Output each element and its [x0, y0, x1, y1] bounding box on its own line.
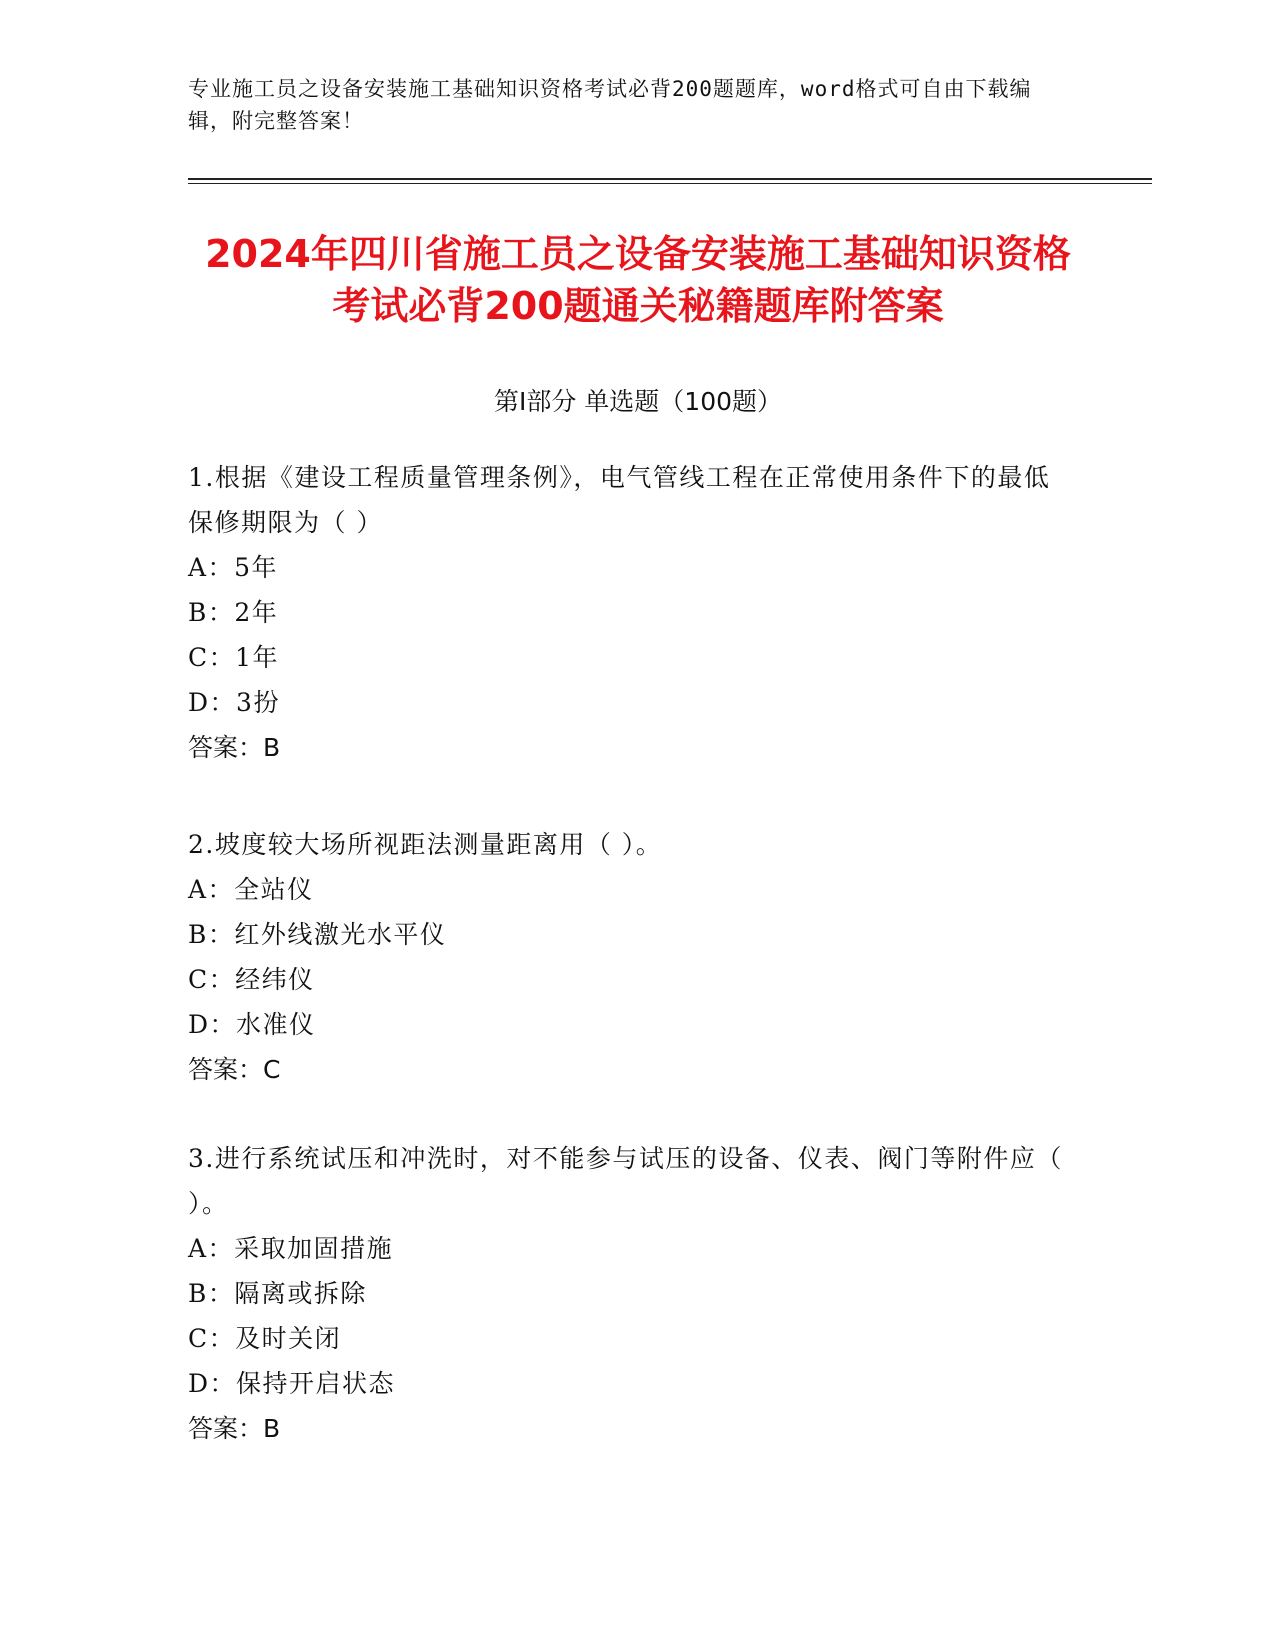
option-text: 水准仪: [236, 1010, 316, 1039]
question-stem: 3.进行系统试压和冲洗时，对不能参与试压的设备、仪表、阀门等附件应（ ）。: [188, 1144, 1063, 1218]
option-text: 红外线激光水平仪: [234, 920, 447, 949]
option-text: 1年: [235, 643, 280, 672]
answer: 答案：C: [188, 1055, 281, 1084]
option-letter: C：: [188, 965, 236, 994]
option-b: [188, 1271, 1068, 1316]
option-text: 3扮: [236, 688, 280, 717]
option-letter: A：: [188, 553, 235, 582]
option-text: 保持开启状态: [236, 1369, 396, 1398]
answer: 答案：B: [188, 1414, 281, 1443]
option-c: [188, 957, 1068, 1002]
option-letter: C：: [188, 643, 236, 672]
option-letter: B：: [188, 920, 235, 949]
option-letter: D：: [188, 1369, 237, 1398]
option-text: 2年: [234, 598, 279, 627]
option-text: 及时关闭: [235, 1324, 342, 1353]
option-b: [188, 590, 1068, 635]
option-d: [188, 1361, 1068, 1406]
question-stem: 2.坡度较大场所视距法测量距离用（ ）。: [188, 830, 663, 859]
option-text: 5年: [234, 553, 278, 582]
option-letter: A：: [188, 1234, 235, 1263]
option-text: 经纬仪: [235, 965, 315, 994]
option-letter: D：: [188, 1010, 237, 1039]
question-3: [188, 1136, 1068, 1451]
document-title: 2024年四川省施工员之设备安装施工基础知识资格考试必背200题通关秘籍题库附答案: [205, 232, 1071, 328]
option-a: [188, 1226, 1068, 1271]
header-note: 专业施工员之设备安装施工基础知识资格考试必背200题题库，word格式可自由下载编辑，附完整答案！: [188, 77, 1032, 133]
option-letter: C：: [188, 1324, 236, 1353]
option-b: [188, 912, 1068, 957]
option-c: [188, 1316, 1068, 1361]
option-letter: A：: [188, 875, 235, 904]
option-a: [188, 545, 1068, 590]
header-divider-thin: [188, 183, 1152, 184]
question-1: [188, 455, 1068, 770]
option-text: 全站仪: [234, 875, 314, 904]
section-title: 第Ⅰ部分 单选题（100题）: [493, 387, 783, 416]
option-letter: D：: [188, 688, 237, 717]
option-a: [188, 867, 1068, 912]
question-2: [188, 822, 1068, 1092]
answer: 答案：B: [188, 733, 281, 762]
option-text: 隔离或拆除: [234, 1279, 367, 1308]
option-c: [188, 635, 1068, 680]
option-letter: B：: [188, 1279, 235, 1308]
header-divider-thick: [188, 178, 1152, 180]
option-d: [188, 1002, 1068, 1047]
option-text: 采取加固措施: [234, 1234, 394, 1263]
question-stem: 1.根据《建设工程质量管理条例》，电气管线工程在正常使用条件下的最低保修期限为（ ）: [188, 463, 1051, 537]
option-d: [188, 680, 1068, 725]
option-letter: B：: [188, 598, 235, 627]
